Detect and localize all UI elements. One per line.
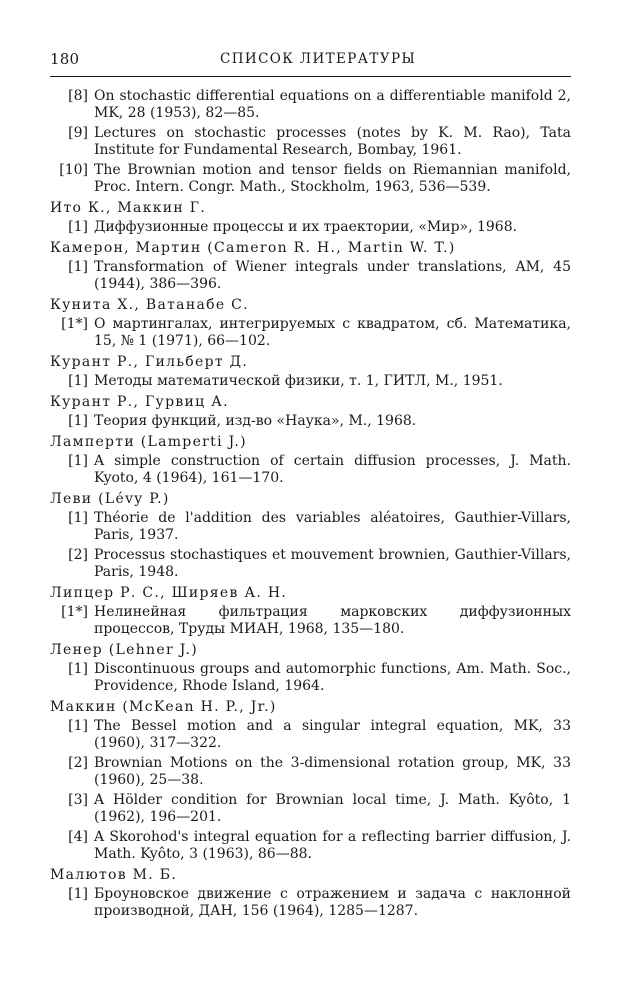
reference-entry [50, 886, 571, 920]
reference-text: Brownian Motions on the 3-dimensional rotation group, MK, 33 (1960), 25—38. [94, 755, 571, 788]
reference-entry [50, 373, 571, 390]
author-heading: Кунита Х., Ватанабе С. [50, 297, 249, 313]
reference-entry [50, 718, 571, 752]
reference-entry [50, 125, 571, 159]
author-heading: Ламперти (Lamperti J.) [50, 434, 247, 450]
reference-text: Теория функций, изд-во «Наука», М., 1968. [94, 413, 417, 429]
reference-number: [9] [68, 125, 88, 141]
reference-number: [4] [68, 829, 88, 845]
reference-text: Processus stochastiques et mouvement brownien, Gauthier-Villars, Paris, 1948. [94, 547, 571, 580]
author-heading: Курант Р., Гильберт Д. [50, 354, 249, 370]
bibliography-list [50, 88, 571, 923]
reference-number: [10] [59, 162, 88, 178]
reference-number: [2] [68, 547, 88, 563]
running-title: СПИСОК ЛИТЕРАТУРЫ [220, 51, 417, 67]
author-heading: Ленер (Lehner J.) [50, 642, 199, 658]
reference-text: Théorie de l'addition des variables aléatoires, Gauthier-Villars, Paris, 1937. [94, 510, 571, 543]
reference-text: Transformation of Wiener integrals under translations, AM, 45 (1944), 386—396. [94, 259, 571, 292]
reference-text: Discontinuous groups and automorphic functions, Am. Math. Soc., Providence, Rhode Island, 1964. [94, 661, 571, 694]
reference-entry [50, 547, 571, 581]
page-number: 180 [50, 50, 80, 68]
reference-text: Методы математической физики, т. 1, ГИТЛ, М., 1951. [94, 373, 503, 389]
reference-text: A simple construction of certain diffusion processes, J. Math. Kyoto, 4 (1964), 161—170. [94, 453, 571, 486]
reference-number: [1] [68, 453, 88, 469]
reference-entry [50, 510, 571, 544]
author-heading: Ито К., Маккин Г. [50, 200, 207, 216]
reference-text: Диффузионные процессы и их траектории, «Мир», 1968. [94, 219, 518, 235]
reference-text: Lectures on stochastic processes (notes by K. M. Rao), Tata Institute for Fundamental Research, Bombay, 1961. [94, 125, 571, 158]
running-head [50, 50, 571, 76]
reference-number: [1] [68, 373, 88, 389]
reference-entry [50, 413, 571, 430]
reference-text: The Bessel motion and a singular integral equation, MK, 33 (1960), 317—322. [94, 718, 571, 751]
reference-number: [1] [68, 413, 88, 429]
reference-number: [1] [68, 219, 88, 235]
reference-text: On stochastic differential equations on a differentiable manifold 2, MK, 28 (1953), 82—85. [94, 88, 571, 121]
reference-entry [50, 259, 571, 293]
reference-text: A Skorohod's integral equation for a reflecting barrier diffusion, J. Math. Kyôto, 3 (1963), 86—88. [94, 829, 571, 862]
author-heading: Курант Р., Гурвиц А. [50, 394, 229, 410]
reference-number: [1] [68, 259, 88, 275]
reference-entry [50, 453, 571, 487]
reference-text: A Hölder condition for Brownian local time, J. Math. Kyôto, 1 (1962), 196—201. [94, 792, 571, 825]
author-heading: Маккин (McKean H. P., Jr.) [50, 699, 277, 715]
reference-number: [1*] [61, 604, 88, 620]
reference-number: [1] [68, 661, 88, 677]
reference-entry [50, 829, 571, 863]
reference-number: [8] [68, 88, 88, 104]
reference-text: Нелинейная фильтрация марковских диффузионных процессов, Труды МИАН, 1968, 135—180. [94, 604, 571, 637]
author-heading: Липцер Р. С., Ширяев А. Н. [50, 585, 288, 601]
reference-number: [2] [68, 755, 88, 771]
reference-number: [1] [68, 886, 88, 902]
reference-entry [50, 661, 571, 695]
reference-entry [50, 792, 571, 826]
reference-text: О мартингалах, интегрируемых с квадратом, сб. Математика, 15, № 1 (1971), 66—102. [94, 316, 571, 349]
reference-text: The Brownian motion and tensor fields on Riemannian manifold, Proc. Intern. Congr. Math., Stockholm, 1963, 536—539. [94, 162, 571, 195]
author-heading: Камерон, Мартин (Cameron R. H., Martin W. T.) [50, 240, 456, 256]
reference-number: [1*] [61, 316, 88, 332]
reference-entry [50, 162, 571, 196]
reference-entry [50, 755, 571, 789]
author-heading: Леви (Lévy P.) [50, 491, 170, 507]
reference-text: Броуновское движение с отражением и задача с наклонной производной, ДАН, 156 (1964), 1285—1287. [94, 886, 571, 919]
reference-entry [50, 604, 571, 638]
author-heading: Малютов М. Б. [50, 867, 178, 883]
reference-number: [1] [68, 510, 88, 526]
reference-entry [50, 219, 571, 236]
reference-entry [50, 88, 571, 122]
header-rule [50, 76, 571, 77]
reference-entry [50, 316, 571, 350]
reference-number: [1] [68, 718, 88, 734]
reference-number: [3] [68, 792, 88, 808]
